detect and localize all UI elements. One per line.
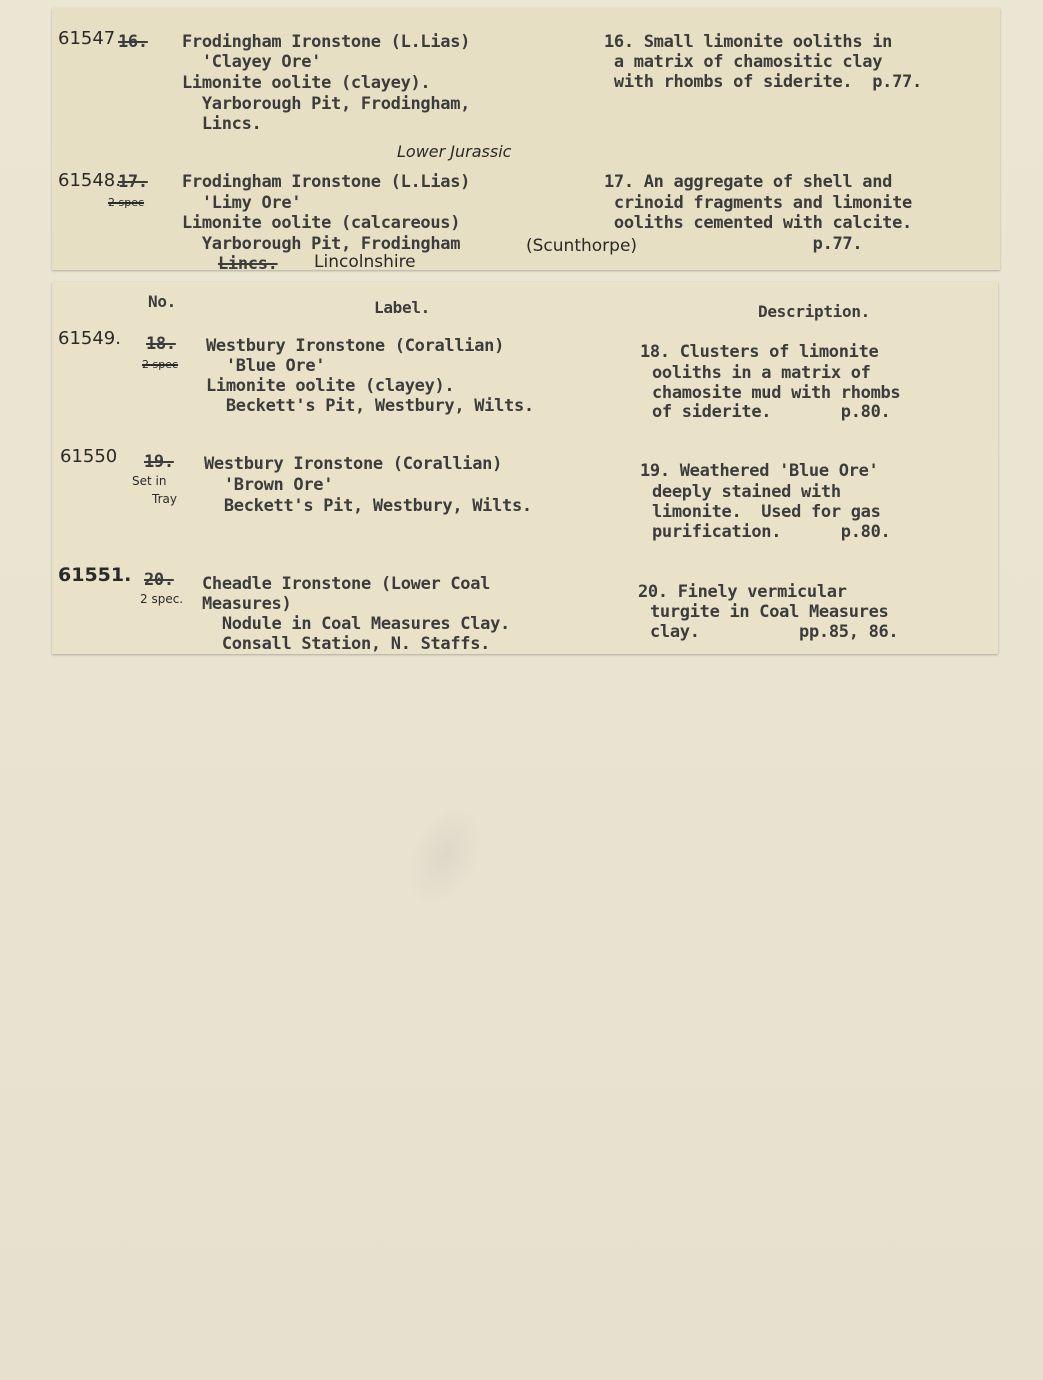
handwritten-note: Set in xyxy=(132,474,167,488)
description-line: limonite. Used for gas xyxy=(652,502,881,522)
label-line: Beckett's Pit, Westbury, Wilts. xyxy=(204,496,532,516)
label-line: 'Clayey Ore' xyxy=(182,52,322,72)
handwritten-note: Tray xyxy=(152,492,177,506)
label-line: 'Brown Ore' xyxy=(204,475,334,495)
description-line: p.77. xyxy=(604,234,863,254)
description-line: 20. Finely vermicular xyxy=(638,582,847,602)
handwritten-addition: Lincolnshire xyxy=(314,252,416,272)
description-line: crinoid fragments and limonite xyxy=(604,193,912,213)
label-line: 'Blue Ore' xyxy=(206,356,326,376)
description-line: deeply stained with xyxy=(652,482,841,502)
label-slip-upper xyxy=(52,8,1000,274)
description-line: ooliths cemented with calcite. xyxy=(604,213,912,233)
description-line: a matrix of chamositic clay xyxy=(604,52,883,72)
description-line: 17. An aggregate of shell and xyxy=(604,172,893,192)
old-number: 18. xyxy=(146,334,176,354)
label-line: Frodingham Ironstone (L.Lias) xyxy=(182,172,471,192)
label-line: Measures) xyxy=(202,594,292,614)
description-line: of siderite. p.80. xyxy=(652,402,891,422)
label-line: Limonite oolite (calcareous) xyxy=(182,213,461,233)
description-line: 18. Clusters of limonite xyxy=(640,342,879,362)
handwritten-annotation: Lower Jurassic xyxy=(397,142,512,161)
description-line: turgite in Coal Measures xyxy=(650,602,889,622)
description-line: clay. pp.85, 86. xyxy=(650,622,899,642)
struck-note: 2 spec xyxy=(142,358,179,371)
label-line: Frodingham Ironstone (L.Lias) xyxy=(182,32,471,52)
description-line: chamosite mud with rhombs xyxy=(652,383,901,403)
label-line: Lincs. xyxy=(182,114,262,134)
description-line: with rhombs of siderite. p.77. xyxy=(604,72,922,92)
description-line: 19. Weathered 'Blue Ore' xyxy=(640,461,879,481)
label-slip-lower xyxy=(52,282,998,654)
column-header-no: No. xyxy=(148,292,176,311)
label-line: Nodule in Coal Measures Clay. xyxy=(202,614,510,634)
label-line: Westbury Ironstone (Corallian) xyxy=(204,454,503,474)
old-number: 16. xyxy=(118,32,148,52)
reg-number: 61551. xyxy=(58,564,132,586)
description-line: ooliths in a matrix of xyxy=(652,363,871,383)
reg-number: 61548. xyxy=(58,170,121,191)
smudge-mark xyxy=(390,790,500,919)
handwritten-addition: (Scunthorpe) xyxy=(526,236,638,256)
label-line: Limonite oolite (clayey). xyxy=(206,376,455,396)
label-line: Westbury Ironstone (Corallian) xyxy=(206,336,505,356)
label-line: Yarborough Pit, Frodingham xyxy=(182,234,461,254)
label-line: Beckett's Pit, Westbury, Wilts. xyxy=(206,396,534,416)
label-line: 'Limy Ore' xyxy=(182,193,302,213)
struck-note: 2 spec xyxy=(108,196,145,209)
handwritten-note: 2 spec. xyxy=(140,592,184,606)
label-line: Yarborough Pit, Frodingham, xyxy=(182,94,471,114)
description-line: 16. Small limonite ooliths in xyxy=(604,32,893,52)
old-number: 19. xyxy=(144,452,174,472)
struck-text: Lincs. xyxy=(218,254,278,274)
label-line: Limonite oolite (clayey). xyxy=(182,73,431,93)
label-line: Consall Station, N. Staffs. xyxy=(202,634,491,654)
column-header-description: Description. xyxy=(758,302,870,321)
old-number: 17. xyxy=(118,172,148,192)
old-number: 20. xyxy=(144,570,174,590)
reg-number: 61550 xyxy=(60,446,118,467)
reg-number: 61549. xyxy=(58,328,121,349)
column-header-label: Label. xyxy=(374,298,430,317)
description-line: purification. p.80. xyxy=(652,522,891,542)
label-line: Cheadle Ironstone (Lower Coal xyxy=(202,574,491,594)
reg-number: 61547 xyxy=(58,28,116,49)
